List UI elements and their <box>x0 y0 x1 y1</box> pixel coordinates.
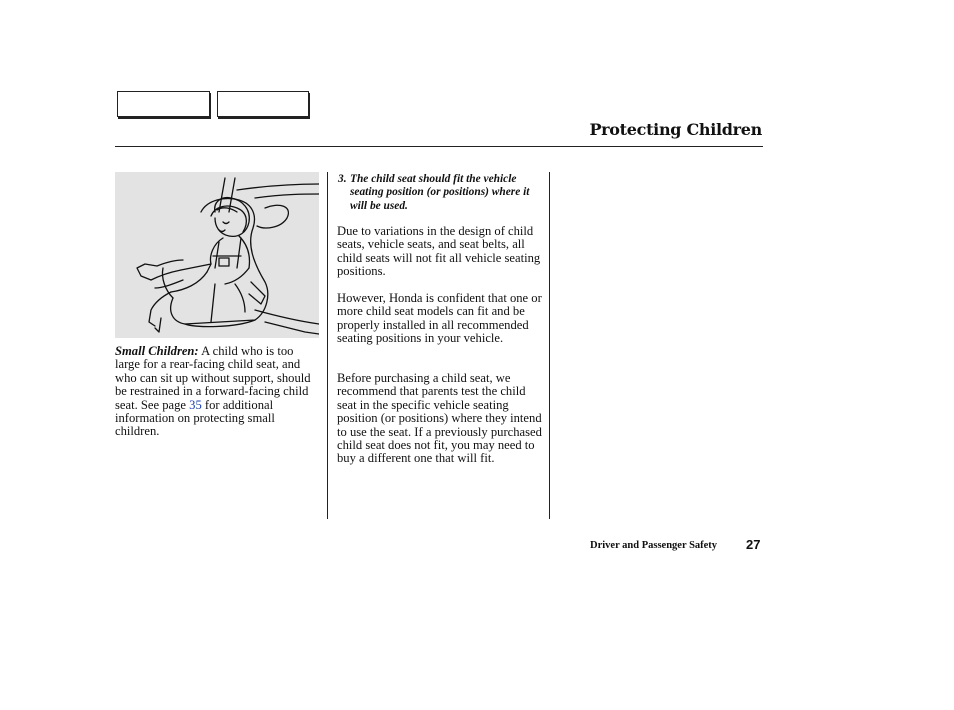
page-title: Protecting Children <box>589 120 762 139</box>
paragraph-fit-variations: Due to variations in the design of child seats, vehicle seats, and seat belts, all child seats will not fit all vehicle seating positions. <box>337 224 541 279</box>
paragraph-honda-confident: However, Honda is confident that one or more child seat models can fit and be properly installed in all recommended seating positions in your vehicle. <box>337 291 542 346</box>
previous-page-button[interactable] <box>117 91 210 117</box>
next-page-button[interactable] <box>217 91 309 117</box>
column-divider-right <box>549 172 550 519</box>
rule-3-text: The child seat should fit the vehicle seating position (or positions) where it will be used. <box>350 173 530 212</box>
small-children-paragraph <box>115 345 320 439</box>
small-children-lead-in: Small Children: <box>115 344 199 358</box>
rule-3-heading <box>338 173 543 213</box>
rule-3-number: 3. <box>338 173 347 185</box>
title-divider <box>115 146 763 147</box>
column-divider-middle <box>327 172 328 519</box>
child-seat-illustration <box>115 172 319 338</box>
page-number: 27 <box>746 537 761 552</box>
paragraph-before-purchasing: Before purchasing a child seat, we recommend that parents test the child seat in the specific vehicle seating position (or positions) where they intend to use the seat. If a previously purchased child seat does not fit, you may need to buy a different one that will fit. <box>337 371 542 466</box>
footer-section-title: Driver and Passenger Safety <box>590 540 718 551</box>
small-children-text-1: A child who is too large for a rear-facing child seat, and who can sit up without support, should be restrained in a forward-facing child seat. See page <box>115 344 311 412</box>
page-35-link[interactable]: 35 <box>189 397 202 412</box>
small-children-text-2: for additional information on protecting small children. <box>115 397 275 439</box>
